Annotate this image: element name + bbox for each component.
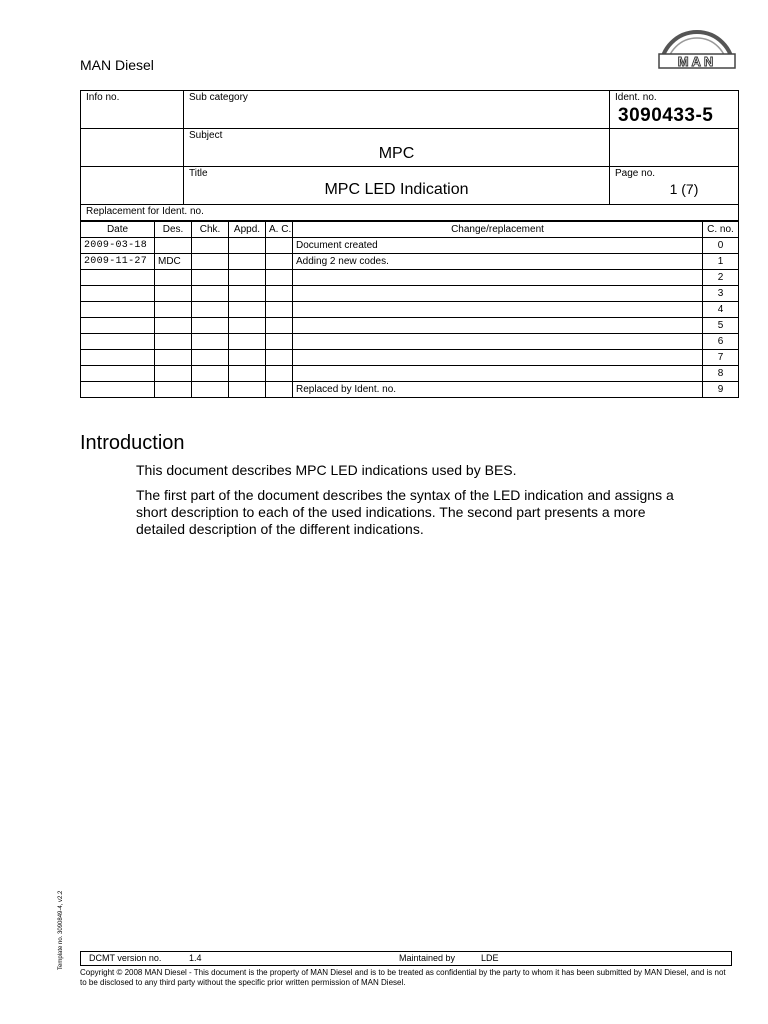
replacement-label: Replacement for Ident. no. [86, 206, 204, 217]
change-ac-cell [266, 382, 293, 398]
change-ac-cell [266, 238, 293, 254]
subject-cell [184, 129, 610, 167]
info-label: Info no. [86, 92, 120, 103]
copyright-notice: Copyright © 2008 MAN Diesel - This document is the property of MAN Diesel and is to be treated as confidential by the party to whom it has been submitted by MAN Diesel, and is not to be disclosed to any third party without the specific prior written permission of MAN Diesel. [80, 968, 726, 987]
template-note: Template no. 3090849-4, v2.2 [58, 890, 64, 970]
intro-paragraph: The first part of the document describes the syntax of the LED indication and assigns a short description to each of the used indications. The second part presents a more detailed description of the different indications. [136, 487, 674, 537]
change-cno-cell: 2 [703, 270, 739, 286]
change-chk-cell [192, 382, 229, 398]
title-label: Title [189, 168, 208, 179]
change-appd-cell [229, 334, 266, 350]
change-appd-cell [229, 350, 266, 366]
change-cno-cell: 3 [703, 286, 739, 302]
change-appd-cell [229, 238, 266, 254]
column-header: A. C. [266, 222, 293, 238]
change-date-cell: 2009-03-18 [81, 238, 155, 254]
column-header: Des. [155, 222, 192, 238]
footer-version-bar [80, 951, 732, 966]
change-date-cell [81, 382, 155, 398]
change-row [81, 318, 739, 334]
change-des-cell [155, 382, 192, 398]
change-des-cell: MDC [155, 254, 192, 270]
change-change-cell: Replaced by Ident. no. [293, 382, 703, 398]
introduction-heading: Introduction [80, 432, 185, 454]
change-chk-cell [192, 286, 229, 302]
maintained-value: LDE [481, 953, 499, 963]
change-date-cell [81, 270, 155, 286]
change-chk-cell [192, 254, 229, 270]
change-appd-cell [229, 286, 266, 302]
change-row [81, 382, 739, 398]
dcmt-value: 1.4 [189, 953, 202, 963]
change-row [81, 254, 739, 270]
subject-label: Subject [189, 130, 223, 141]
change-row [81, 270, 739, 286]
company-name: MAN Diesel [80, 57, 154, 73]
svg-text:MAN: MAN [677, 54, 717, 69]
change-ac-cell [266, 318, 293, 334]
ident-label: Ident. no. [615, 92, 657, 103]
change-des-cell [155, 350, 192, 366]
change-appd-cell [229, 254, 266, 270]
change-ac-cell [266, 366, 293, 382]
change-chk-cell [192, 238, 229, 254]
page-label: Page no. [615, 168, 656, 179]
change-row [81, 238, 739, 254]
change-des-cell [155, 366, 192, 382]
change-row [81, 350, 739, 366]
ident-cell [610, 91, 739, 129]
page-cell [610, 167, 739, 205]
change-chk-cell [192, 318, 229, 334]
change-des-cell [155, 238, 192, 254]
change-des-cell [155, 302, 192, 318]
change-date-cell [81, 286, 155, 302]
change-history-table [80, 221, 739, 398]
change-change-cell [293, 302, 703, 318]
column-header: Appd. [229, 222, 266, 238]
change-date-cell [81, 318, 155, 334]
dcmt-label: DCMT version no. [89, 953, 162, 963]
column-header: Chk. [192, 222, 229, 238]
change-date-cell [81, 350, 155, 366]
intro-paragraph: This document describes MPC LED indications used by BES. [136, 462, 517, 478]
change-cno-cell: 5 [703, 318, 739, 334]
change-chk-cell [192, 366, 229, 382]
column-header: Change/replacement [293, 222, 703, 238]
change-des-cell [155, 318, 192, 334]
change-row [81, 334, 739, 350]
ident-number: 3090433-5 [618, 105, 714, 126]
change-cno-cell: 9 [703, 382, 739, 398]
change-des-cell [155, 286, 192, 302]
change-appd-cell [229, 366, 266, 382]
title-value: MPC LED Indication [324, 181, 469, 198]
change-ac-cell [266, 270, 293, 286]
subcategory-label: Sub category [189, 92, 248, 103]
change-cno-cell: 6 [703, 334, 739, 350]
change-date-cell: 2009-11-27 [81, 254, 155, 270]
change-date-cell [81, 334, 155, 350]
change-chk-cell [192, 270, 229, 286]
change-change-cell: Adding 2 new codes. [293, 254, 703, 270]
change-appd-cell [229, 270, 266, 286]
change-date-cell [81, 302, 155, 318]
man-logo [655, 28, 739, 72]
change-change-cell [293, 270, 703, 286]
change-cno-cell: 4 [703, 302, 739, 318]
change-ac-cell [266, 350, 293, 366]
change-row [81, 286, 739, 302]
change-ac-cell [266, 302, 293, 318]
empty-cell [610, 129, 739, 167]
change-cno-cell: 1 [703, 254, 739, 270]
change-ac-cell [266, 334, 293, 350]
change-ac-cell [266, 254, 293, 270]
change-des-cell [155, 334, 192, 350]
maintained-label: Maintained by [399, 953, 456, 963]
change-row [81, 366, 739, 382]
change-date-cell [81, 366, 155, 382]
change-change-cell [293, 350, 703, 366]
empty-cell [81, 129, 184, 167]
change-row [81, 302, 739, 318]
change-change-cell [293, 366, 703, 382]
title-cell [184, 167, 610, 205]
change-change-cell [293, 334, 703, 350]
page-number: 1 (7) [669, 181, 699, 197]
change-cno-cell: 8 [703, 366, 739, 382]
change-cno-cell: 0 [703, 238, 739, 254]
change-chk-cell [192, 302, 229, 318]
change-table-header [81, 222, 739, 238]
change-ac-cell [266, 286, 293, 302]
column-header: Date [81, 222, 155, 238]
change-des-cell [155, 270, 192, 286]
change-appd-cell [229, 318, 266, 334]
change-change-cell [293, 286, 703, 302]
change-cno-cell: 7 [703, 350, 739, 366]
change-chk-cell [192, 350, 229, 366]
document-header-table [80, 90, 739, 221]
subcategory-cell [184, 91, 610, 129]
column-header: C. no. [703, 222, 739, 238]
change-chk-cell [192, 334, 229, 350]
change-appd-cell [229, 302, 266, 318]
subject-value: MPC [378, 145, 415, 162]
empty-cell [81, 167, 184, 205]
change-change-cell: Document created [293, 238, 703, 254]
info-cell [81, 91, 184, 129]
change-change-cell [293, 318, 703, 334]
replacement-cell [81, 205, 739, 221]
change-appd-cell [229, 382, 266, 398]
